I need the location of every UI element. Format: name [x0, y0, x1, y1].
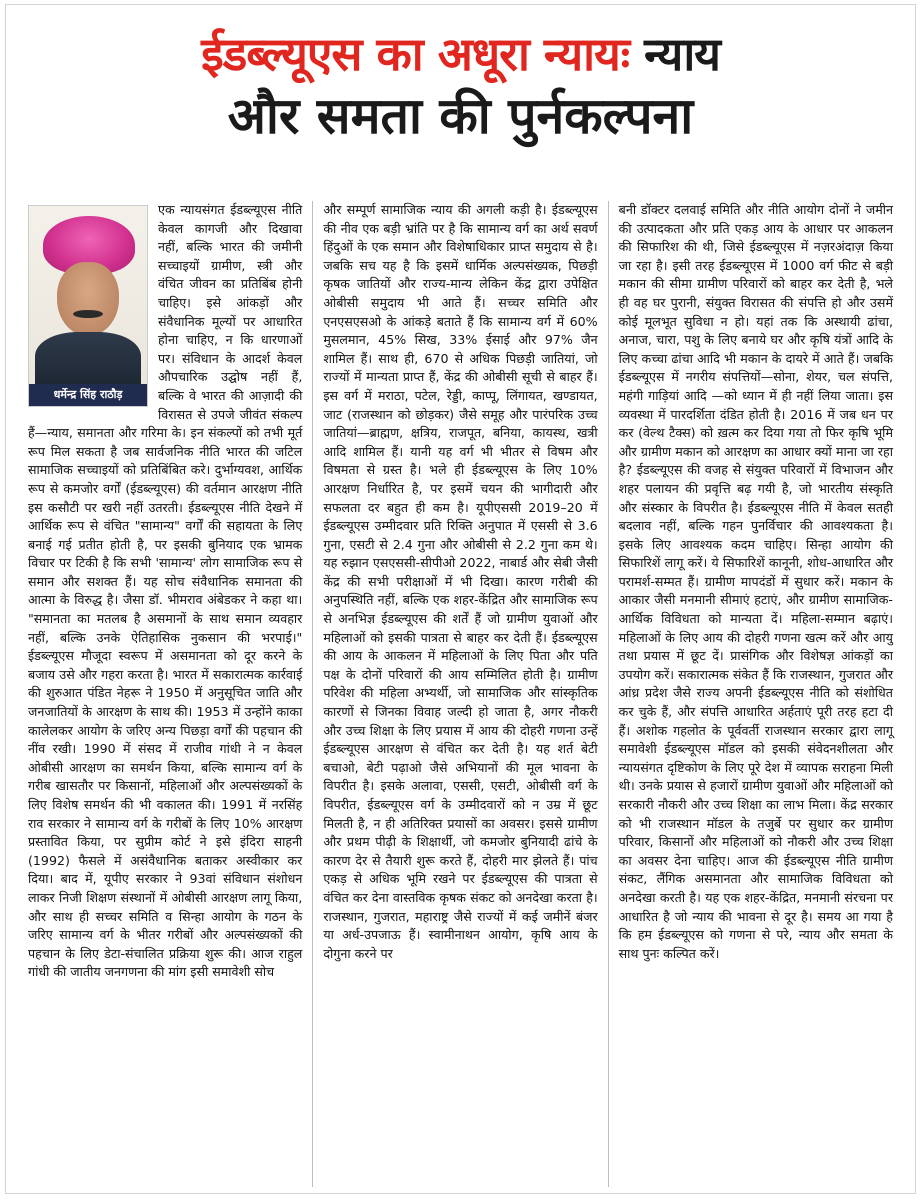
mustache-shape	[73, 310, 103, 318]
author-photo	[28, 205, 148, 407]
article-headline	[16, 23, 905, 147]
headline-red-part: ईडब्ल्यूएस का अधूरा न्यायः	[201, 27, 630, 81]
article-column-2	[312, 201, 607, 1187]
face-shape	[57, 262, 119, 336]
headline-line-2: और समता की पुर्नकल्पना	[227, 87, 694, 145]
article-column-1	[18, 201, 312, 1187]
article-paragraph: एक न्यायसंगत ईडब्ल्यूएस नीति केवल कागजी और दिखावा नहीं, बल्कि भारत की जमीनी सच्चाइयों ग्रामीण, स्त्री और वंचित जीवन का प्रतिबिंब होनी चाहिए। इसे आंकड़ों और संवैधानिक मूल्यों पर आधारित होना चाहिए, न कि धारणाओं पर। संविधान के आदर्श केवल औपचारिक उद्घोष नहीं हैं, बल्कि वे भारत की आज़ादी की विरासत से उपजे जीवंत संकल्प हैं—न्याय, समानता और गरिमा के। इन संकल्पों को तभी मूर्त रूप मिल सकता है जब सार्वजनिक नीति भारत की जटिल सामाजिक सच्चाइयों को प्रतिबिंबित करे। दुर्भाग्यवश, आर्थिक रूप से कमजोर वर्गों (ईडब्ल्यूएस) की वर्तमान आरक्षण नीति इस कसौटी पर खरी नहीं उतरती। ईडब्ल्यूएस नीति देखने में आर्थिक रूप से वंचित "सामान्य" वर्गों की सहायता के लिए बनाई गई प्रतीत होती है, पर इसकी बुनियाद एक भ्रामक विचार पर टिकी है कि सभी 'सामान्य' लोग सामाजिक रूप से समान और सशक्त हैं। यह सोच संवैधानिक समानता की आत्मा के विरुद्ध है। जैसा डॉ. भीमराव अंबेडकर ने कहा था। "समानता का मतलब है असमानों के साथ समान व्यवहार नहीं, बल्कि उनके ऐतिहासिक नुकसान की भरपाई।" ईडब्ल्यूएस मौजूदा स्वरूप में असमानता को दूर करने के बजाय उसे और गहरा करता है। भारत में सकारात्मक कार्रवाई की शुरुआत पंडित नेहरू ने 1950 में अनुसूचित जाति और जनजातियों के आरक्षण के साथ की। 1953 में उन्होंने काका कालेलकर आयोग के जरिए अन्य पिछड़ा वर्गों की पहचान की नींव रखी। 1990 में संसद में राजीव गांधी ने न केवल ओबीसी आरक्षण का समर्थन किया, बल्कि सामान्य वर्ग के गरीब खासतौर पर किसानों, महिलाओं और अल्पसंख्यकों के लिए विशेष समर्थन की भी वकालत की। 1991 में नरसिंह राव सरकार ने सामान्य वर्ग के गरीबों के लिए 10% आरक्षण प्रस्तावित किया, पर सुप्रीम कोर्ट ने इसे इंदिरा साहनी (1992) फैसले में असंवैधानिक बताकर अस्वीकार कर दिया। बाद में, यूपीए सरकार ने 93वां संविधान संशोधन लाकर निजी शिक्षण संस्थानों में ओबीसी आरक्षण लागू किया, और साथ ही सच्चर समिति व सिन्हा आयोग के गठन के जरिए सामान्य वर्ग के भीतर गरीबों और अल्पसंख्यकों की पहचान के लिए डेटा-संचालित प्रक्रिया शुरू की। आज राहुल गांधी की जातीय जनगणना की मांग इसी समावेशी सोच	[28, 202, 303, 980]
headline-dark-part: न्याय	[644, 27, 720, 81]
author-name-caption: धर्मेन्द्र सिंह राठौड़	[29, 384, 147, 406]
newspaper-article	[5, 4, 916, 1194]
article-paragraph: और सम्पूर्ण सामाजिक न्याय की अगली कड़ी है। ईडब्ल्यूएस की नीव एक बड़ी भ्रांति पर है कि सामान्य वर्ग का अर्थ सवर्ण हिंदुओं के एक समान और विशेषाधिकार प्राप्त समुदाय से है। जबकि सच यह है कि इसमें धार्मिक अल्पसंख्यक, पिछड़ी कृषक जातियों और राज्य-मान्य लेकिन केंद्र द्वारा उपेक्षित ओबीसी समुदाय भी आते हैं। सच्चर समिति और एनएसएसओ के आंकड़े बताते हैं कि सामान्य वर्ग में 60% मुसलमान, 45% सिख, 33% ईसाई और 97% जैन शामिल हैं। साथ ही, 670 से अधिक पिछड़ी जातियां, जो राज्यों में मान्यता प्राप्त हैं, केंद्र की ओबीसी सूची से बाहर हैं। इस वर्ग में मराठा, पटेल, रेड्डी, काप्पू, लिंगायत, खण्डायत, जाट (राजस्थान को छोड़कर) जैसे समूह और पारंपरिक उच्च जातियां—ब्राह्मण, क्षत्रिय, राजपूत, बनिया, कायस्थ, खत्री आदि शामिल हैं। यानी यह वर्ग भी भीतर से विषम और विषमता से ग्रस्त है। भले ही ईडब्ल्यूएस के लिए 10% आरक्षण निर्धारित है, पर इसमें चयन की भागीदारी और सफलता दर बहुत ही कम है। यूपीएससी 2019–20 में ईडब्ल्यूएस उम्मीदवार प्रति रिक्ति अनुपात में एससी से 3.6 गुना, एसटी से 2.4 गुना और ओबीसी से 2.2 गुना कम थे। यह रुझान एसएससी-सीपीओ 2022, नाबार्ड और सेबी जैसी केंद्र की सभी परीक्षाओं में भी दिखा। कारण गरीबी की अनुपस्थिति नहीं, बल्कि एक शहर-केंद्रित और सामाजिक रूप से अनभिज्ञ ईडब्ल्यूएस की शर्तें हैं जो ग्रामीण युवाओं और महिलाओं को इसकी पात्रता से बाहर कर देती हैं। ईडब्ल्यूएस की आय के आकलन में महिलाओं के लिए पिता और पति पक्ष के दोनों परिवारों की आय सम्मिलित होती है। ग्रामीण परिवेश की महिला अभ्यर्थी, जो सामाजिक और सांस्कृतिक कारणों से जिनका विवाह जल्दी हो जाता है, अगर नौकरी और उच्च शिक्षा के लिए प्रयास में आय की दोहरी गणना उन्हें ईडब्ल्यूएस आरक्षण से वंचित कर देती है। यह शर्त बेटी बचाओ, बेटी पढ़ाओ जैसे अभियानों की मूल भावना के विपरीत है। इसके अलावा, एससी, एसटी, ओबीसी वर्ग के विपरीत, ईडब्ल्यूएस वर्ग के उम्मीदवारों को न उम्र में छूट मिलती है, न ही अतिरिक्त प्रयासों का अवसर। इससे ग्रामीण और प्रथम पीढ़ी के शिक्षार्थी, जो कमजोर बुनियादी ढांचे के कारण देर से तैयारी शुरू करते हैं, दोहरी मार झेलते हैं। पांच एकड़ से अधिक भूमि रखने पर ईडब्ल्यूएस की पात्रता से वंचित कर देना वास्तविक कृषक संकट को अनदेखा करता है। राजस्थान, गुजरात, महाराष्ट्र जैसे राज्यों में कई जमीनें बंजर या अर्ध-उपजाऊ हैं। स्वामीनाथन आयोग, कृषि आय के दोगुना करने पर	[323, 202, 598, 961]
headline-line-1	[16, 23, 905, 85]
article-paragraph: बनी डॉक्टर दलवाई समिति और नीति आयोग दोनों ने जमीन की उत्पादकता और प्रति एकड़ आय के आधार पर आकलन की सिफारिश की थी, जिसे ईडब्ल्यूएस में नज़रअंदाज़ किया जा रहा है। इसी तरह ईडब्ल्यूएस में 1000 वर्ग फीट से बड़ी मकान की सीमा ग्रामीण परिवारों को बाहर कर देती है, भले ही वह घर पुरानी, संयुक्त विरासत की संपत्ति हो और उसमें कोई मूलभूत सुविधा न हो। यहां तक कि अस्थायी ढांचा, अनाज, चारा, पशु के लिए बनाये घर और कृषि यंत्रों आदि के लिए कच्चा ढांचा आदि भी मकान के दायरे में आते हैं। जबकि ईडब्ल्यूएस में नगरीय संपत्तियों—सोना, शेयर, चल संपत्ति, महंगी गाड़ियां आदि —को ध्यान में ही नहीं लिया जाता। इस व्यवस्था में पारदर्शिता दंडित होती है। 2016 में जब धन पर कर (वेल्थ टैक्स) को ख़त्म कर दिया गया तो फिर कृषि भूमि और ग्रामीण मकान को आरक्षण का आधार क्यों माना जा रहा है? ईडब्ल्यूएस की वजह से संयुक्त परिवारों में विभाजन और शहर पलायन की प्रवृत्ति बढ़ गयी है, जो भारतीय संस्कृति और संस्कार के विपरीत है। ईडब्ल्यूएस नीति में केवल सतही बदलाव नहीं, बल्कि गहन पुनर्विचार की आवश्यकता है। इसके लिए आवश्यक कदम चाहिए। सिन्हा आयोग की सिफारिशें लागू करें। ये सिफारिशें कानूनी, शोध-आधारित और परामर्श-सम्मत हैं। ग्रामीण मापदंडों में सुधार करें। मकान के आकार जैसी मनमानी सीमाएं हटाएं, और ग्रामीण सामाजिक-आर्थिक विविधता को मान्यता दें। महिला-सम्मान बढ़ाएं। महिलाओं के लिए आय की दोहरी गणना खत्म करें और आयु तथा प्रयास में छूट दें। प्रासंगिक और विशेषज्ञ आंकड़ों का उपयोग करें। सकारात्मक संकेत हैं कि राजस्थान, गुजरात और आंध्र प्रदेश जैसे राज्य अपनी ईडब्ल्यूएस नीति को संशोधित कर चुके हैं, और संपत्ति आधारित अर्हताएं पूरी तरह हटा दी हैं। अशोक गहलोत के पूर्ववर्ती राजस्थान सरकार द्वारा लागू समावेशी ईडब्ल्यूएस मॉडल को इसकी संवेदनशीलता और न्यायसंगत दृष्टिकोण के लिए पूरे देश में व्यापक सराहना मिली थी। उनके प्रयास से हजारों ग्रामीण युवाओं और महिलाओं को सरकारी नौकरी और उच्च शिक्षा का लाभ मिला। केंद्र सरकार को भी राजस्थान मॉडल के तजुर्बे पर सुधार कर ग्रामीण परिवार, किसानों और महिलाओं को नौकरी और उच्च शिक्षा का अवसर देना चाहिए। आज की ईडब्ल्यूएस नीति ग्रामीण संकट, लैंगिक असमानता और सामाजिक विविधता को अनदेखा करती है। यह एक शहर-केंद्रित, मनमानी संरचना पर आधारित है जो न्याय की भावना से दूर है। समय आ गया है कि हम ईडब्ल्यूएस को गणना से परे, न्याय और समता के साथ पुनः कल्पित करें।	[618, 202, 893, 961]
shoulders-shape	[35, 332, 141, 392]
article-column-3	[608, 201, 903, 1187]
article-columns	[18, 201, 903, 1187]
